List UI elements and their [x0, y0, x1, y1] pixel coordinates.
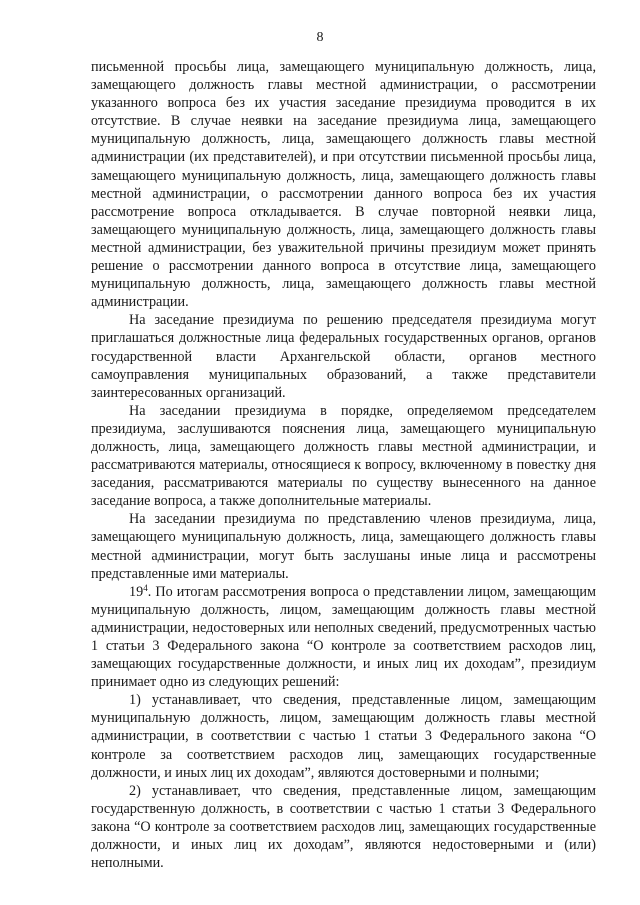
clause-text: . По итогам рассмотрения вопроса о представлении лицом, замещающим муниципальную должность, лицом, замещающим должность главы местной администрации, недостоверных или неполных сведений, предусмотренных частью 1 статьи 3 Федерального закона “О контроле за соответствием расходов лиц, замещающих государственные должности, и иных лиц их доходам”, президиум принимает одно из следующих решений:	[91, 583, 596, 691]
paragraph-decision-2: 2) устанавливает, что сведения, представленные лицом, замещающим государственную должность, в соответствии с частью 1 статьи 3 Федерального закона “О контроле за соответствием расходов лиц, замещающих государственные должности, и иных лиц их доходам”, являются недостоверными и (или) неполными.	[91, 782, 596, 872]
document-body	[91, 58, 596, 872]
paragraph-invitees: На заседание президиума по решению председателя президиума могут приглашаться должностные лица федеральных государственных органов, органов государственной власти Архангельской области, органов местного самоуправления муниципальных образований, а также представители заинтересованных организаций.	[91, 312, 596, 401]
page-number: 8	[316, 30, 324, 45]
paragraph-decision-1: 1) устанавливает, что сведения, представленные лицом, замещающим муниципальную должность, лицом, замещающим должность главы местной администрации, в соответствии с частью 1 статьи 3 Федерального закона “О контроле за соответствием расходов лиц, замещающих государственные должности, и иных лиц их доходам”, являются достоверными и полными;	[91, 692, 596, 781]
paragraph-hearing-procedure: На заседании президиума в порядке, определяемом председателем президиума, заслушиваются пояснения лица, замещающего муниципальную должность, лица, замещающего должность главы местной администрации, и рассматриваются материалы, относящиеся к вопросу, включенному в повестку дня заседания, рассматриваются материалы по существу вынесенного на данное заседание вопроса, а также дополнительные материалы.	[91, 402, 596, 510]
clause-superscript: 4	[143, 582, 148, 593]
paragraph-other-persons: На заседании президиума по представлению членов президиума, лица, замещающего муниципальную должность, лица, замещающего должность главы местной администрации, могут быть заслушаны иные лица и рассмотрены представленные ими материалы.	[91, 511, 596, 582]
paragraph-continuation: письменной просьбы лица, замещающего муниципальную должность, лица, замещающего должность главы местной администрации, о рассмотрении указанного вопроса без их участия заседание президиума проводится в их отсутствие. В случае неявки на заседание президиума лица, замещающего муниципальную должность, лица, замещающего должность главы местной администрации (их представителей), и при отсутствии письменной просьбы лица, замещающего муниципальную должность, лица, замещающего должность главы местной администрации, о рассмотрении данного вопроса без их участия рассмотрение вопроса откладывается. В случае повторной неявки лица, замещающего муниципальную должность, лица, замещающего должность главы местной администрации, без уважительной причины президиум может принять решение о рассмотрении данного вопроса в отсутствие лица, замещающего муниципальную должность, лица, замещающего должность главы местной администрации.	[91, 59, 596, 311]
paragraph-clause-19-4	[91, 583, 596, 692]
clause-number: 19	[129, 583, 144, 600]
